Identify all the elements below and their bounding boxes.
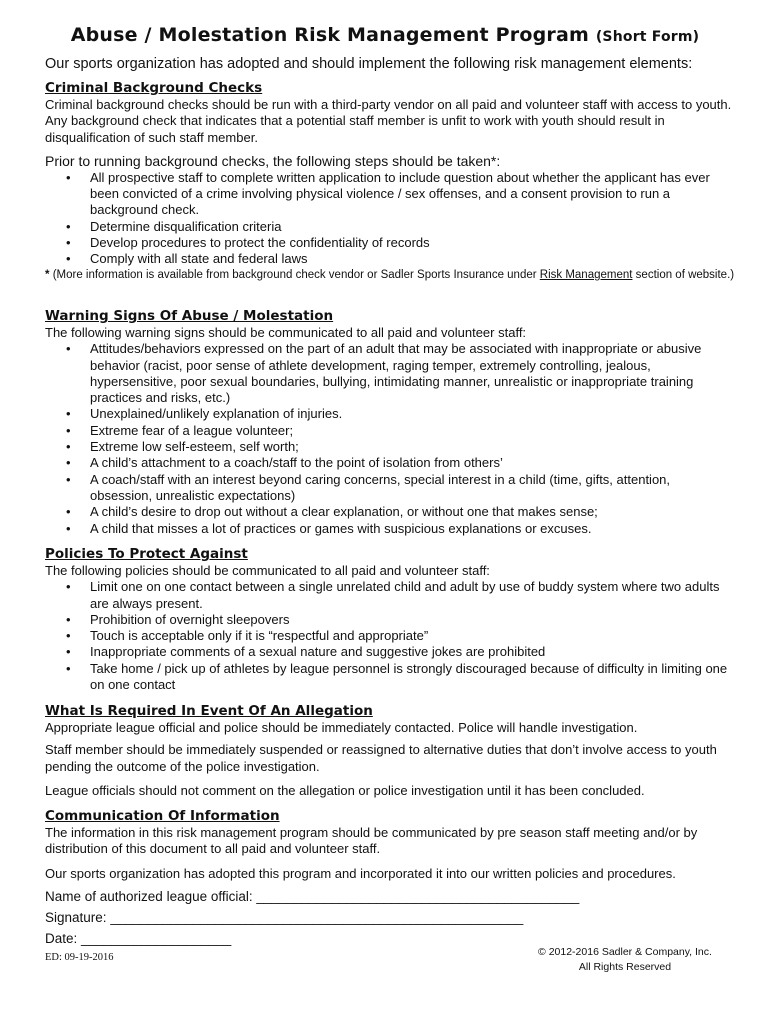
criminal-prior: Prior to running background checks, the following steps should be taken*: <box>45 152 501 169</box>
allegation-p2: Staff member should be immediately suspended or reassigned to alternative duties that don’t involve access to youth pending the outcome of the police investigation. <box>45 742 717 774</box>
section-allegation <box>45 703 735 799</box>
policies-bullet-list <box>45 579 735 693</box>
date-label: Date: <box>45 931 78 946</box>
official-name-blank[interactable]: ___________________________________________ <box>256 889 580 904</box>
communication-p1: The information in this risk management program should be communicated by pre season staff meeting and/or by distribution of this document to all paid and volunteer staff. <box>45 825 698 857</box>
list-item: • Unexplained/unlikely explanation of injuries. <box>45 406 735 422</box>
warning-heading: Warning Signs Of Abuse / Molestation <box>45 308 334 324</box>
list-item: • Prohibition of overnight sleepovers <box>45 612 735 628</box>
list-item: • Touch is acceptable only if it is “respectful and appropriate” <box>45 628 735 644</box>
rights-text: All Rights Reserved <box>578 961 672 973</box>
signature-label: Signature: <box>45 910 107 925</box>
list-item: • Take home / pick up of athletes by league personnel is strongly discouraged because of difficulty in limiting one on one contact <box>45 661 735 694</box>
section-criminal-background <box>45 80 735 283</box>
footnote-text-b: section of website.) <box>635 268 735 281</box>
list-item: • Determine disqualification criteria <box>45 219 735 235</box>
list-item: • All prospective staff to complete written application to include question about whether the applicant has ever been convicted of a crime involving physical violence / sex offenses, and a consent provision to run a background check. <box>45 170 735 219</box>
list-item: • Inappropriate comments of a sexual nature and suggestive jokes are prohibited <box>45 644 735 660</box>
list-item: • Limit one on one contact between a single unrelated child and adult by use of buddy system where two adults are always present. <box>45 579 735 612</box>
date-blank[interactable]: ____________________ <box>81 931 232 946</box>
copyright-block <box>530 945 720 975</box>
date-field[interactable] <box>45 931 231 946</box>
list-item: • A child’s desire to drop out without a clear explanation, or without one that makes sense; <box>45 504 735 520</box>
list-item: • A coach/staff with an interest beyond caring concerns, special interest in a child (time, gifts, attention, obsession, unrealistic expectations) <box>45 472 735 505</box>
policies-heading: Policies To Protect Against <box>45 546 248 562</box>
title-short-form: (Short Form) <box>595 29 700 45</box>
criminal-bullet-list <box>45 170 735 268</box>
section-warning-signs <box>45 308 735 537</box>
official-name-field[interactable] <box>45 889 579 904</box>
list-item: • Extreme low self-esteem, self worth; <box>45 439 735 455</box>
policies-lead: The following policies should be communicated to all paid and volunteer staff: <box>45 563 490 578</box>
intro-text: Our sports organization has adopted and should implement the following risk management elements: <box>45 56 693 72</box>
page-title <box>0 24 770 46</box>
warning-bullet-list <box>45 341 735 537</box>
official-name-label: Name of authorized league official: <box>45 889 253 904</box>
list-item: • Attitudes/behaviors expressed on the part of an adult that may be associated with inappropriate or abusive behavior (racist, poor sense of athlete development, raging temper, extremely controlling, jealous, hypersensitive, poor sexual boundaries, bullying, intimidating manner, unrealistic or inappropriate training practices and risks, etc.) <box>45 341 735 406</box>
list-item: • A child that misses a lot of practices or games with suspicious explanations or excuses. <box>45 521 735 537</box>
list-item: • Develop procedures to protect the confidentiality of records <box>45 235 735 251</box>
allegation-p1: Appropriate league official and police should be immediately contacted. Police will handle investigation. <box>45 720 638 735</box>
allegation-p3: League officials should not comment on the allegation or police investigation until it has been concluded. <box>45 782 645 798</box>
warning-lead: The following warning signs should be communicated to all paid and volunteer staff: <box>45 325 527 340</box>
signature-blank[interactable]: _______________________________________________________ <box>110 910 524 925</box>
criminal-body: Criminal background checks should be run with a third-party vendor on all paid and volunteer staff with access to youth. Any background check that indicates that a potential staff member is unfit to work with youth should result in disqualification of such staff member. <box>45 97 732 145</box>
section-policies <box>45 546 735 693</box>
list-item: • Comply with all state and federal laws <box>45 251 735 267</box>
footnote-text-a: (More information is available from background check vendor or Sadler Sports Insurance under <box>52 268 537 281</box>
communication-heading: Communication Of Information <box>45 808 280 824</box>
allegation-heading: What Is Required In Event Of An Allegation <box>45 703 373 719</box>
section-communication <box>45 808 735 882</box>
criminal-heading: Criminal Background Checks <box>45 80 263 96</box>
edition-date: ED: 09-19-2016 <box>45 952 114 963</box>
communication-p2: Our sports organization has adopted this program and incorporated it into our written policies and procedures. <box>45 865 676 881</box>
signature-field[interactable] <box>45 910 523 925</box>
copyright-text: © 2012-2016 Sadler & Company, Inc. <box>538 946 712 958</box>
footnote-star: * <box>45 268 50 281</box>
list-item: • Extreme fear of a league volunteer; <box>45 423 735 439</box>
risk-management-link[interactable]: Risk Management <box>539 268 633 281</box>
criminal-footnote <box>45 268 735 284</box>
title-main: Abuse / Molestation Risk Management Program <box>70 24 589 46</box>
list-item: • A child’s attachment to a coach/staff to the point of isolation from others’ <box>45 455 735 471</box>
